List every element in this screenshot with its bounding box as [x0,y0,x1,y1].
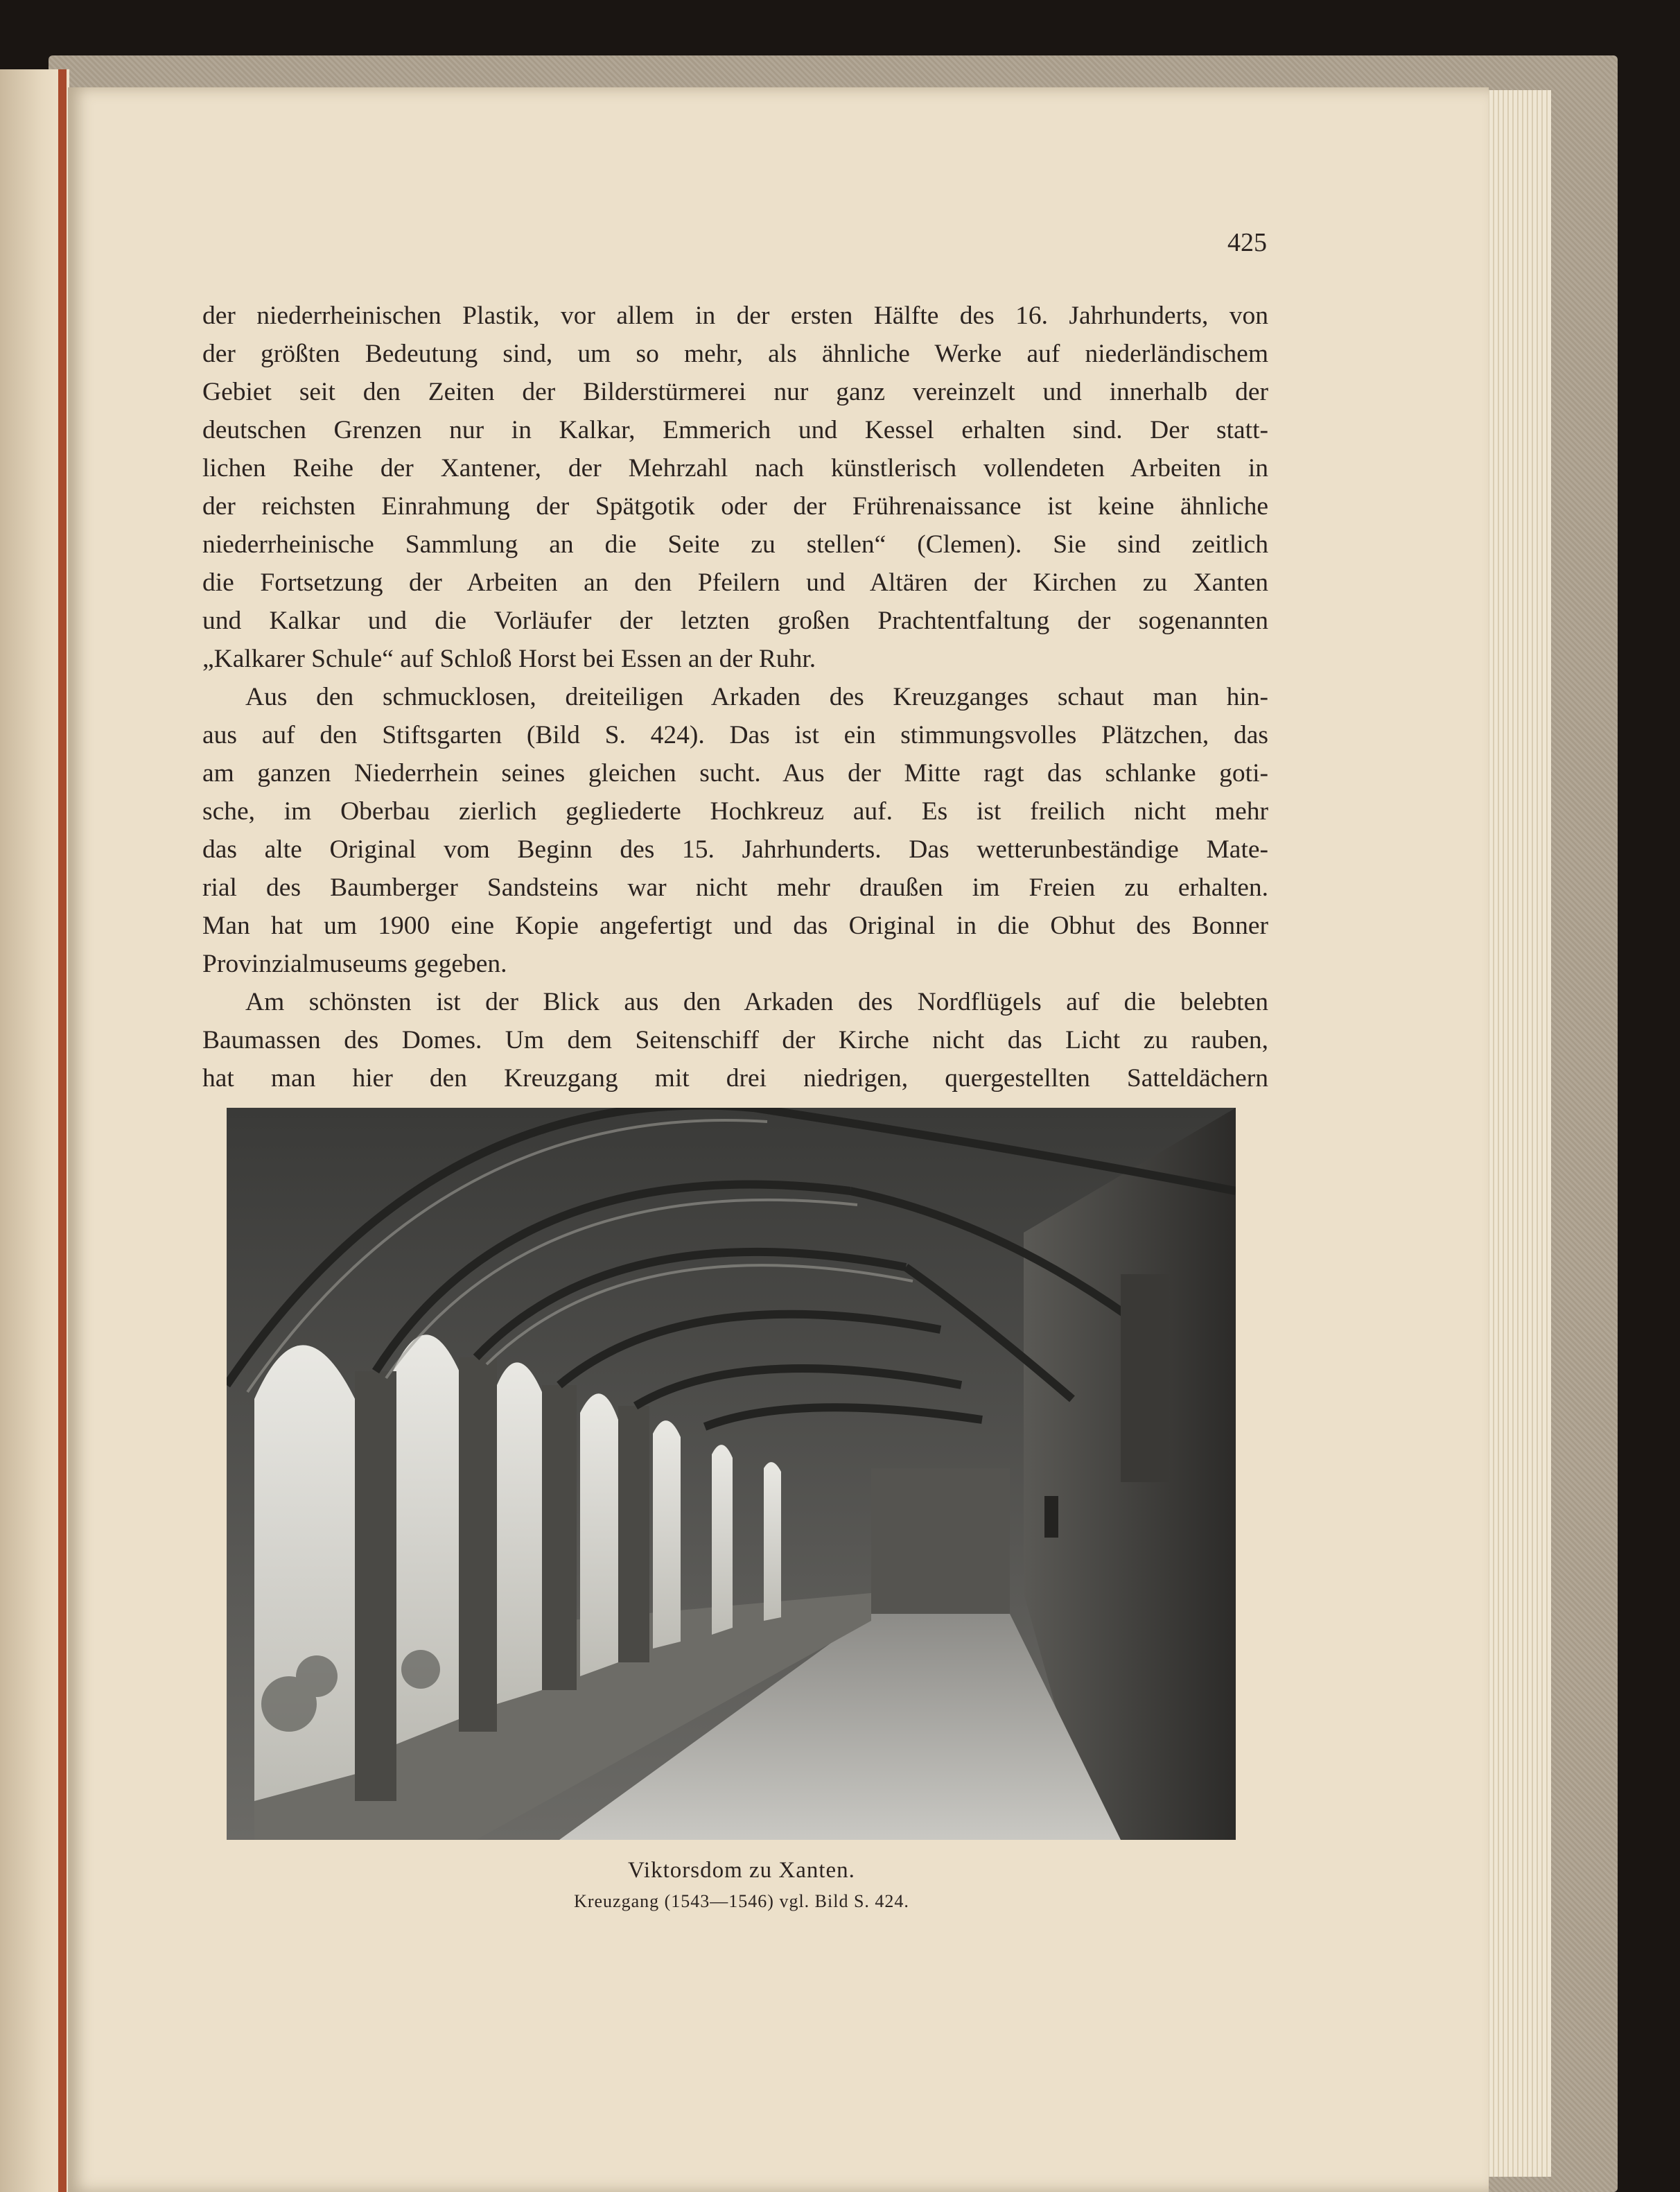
text-line: und Kalkar und die Vorläufer der letzten großen Prachtentfaltung der sogenannten [202,607,1268,635]
page-number: 425 [1227,228,1267,257]
text-line: der niederrheinischen Plastik, vor allem in der ersten Hälfte des 16. Jahrhunderts, von [202,302,1268,330]
text-line: Baumassen des Domes. Um dem Seitenschiff der Kirche nicht das Licht zu rauben, [202,1026,1268,1054]
text-line: der reichsten Einrahmung der Spätgotik oder der Frührenaissance ist keine ähnliche [202,492,1268,521]
text-line: das alte Original vom Beginn des 15. Jahrhunderts. Das wetterunbeständige Mate- [202,835,1268,864]
text-line: „Kalkarer Schule“ auf Schloß Horst bei Essen an der Ruhr. [202,645,816,673]
figure-caption-title: Viktorsdom zu Xanten. [628,1858,855,1883]
text-line: hat man hier den Kreuzgang mit drei niedrigen, quergestellten Satteldächern [202,1064,1268,1093]
paragraph [202,297,1268,678]
text-line: rial des Baumberger Sandsteins war nicht mehr draußen im Freien zu erhalten. [202,873,1268,902]
text-line: Man hat um 1900 eine Kopie angefertigt und das Original in die Obhut des Bonner [202,912,1268,940]
text-line: am ganzen Niederrhein seines gleichen sucht. Aus der Mitte ragt das schlanke goti- [202,759,1268,788]
text-line: die Fortsetzung der Arbeiten an den Pfeilern und Altären der Kirchen zu Xanten [202,568,1268,597]
cloister-illustration [227,1108,1236,1840]
text-line: Gebiet seit den Zeiten der Bilderstürmerei nur ganz vereinzelt und innerhalb der [202,378,1268,406]
left-page-edge [58,69,67,2192]
text-line: aus auf den Stiftsgarten (Bild S. 424). Das ist ein stimmungsvolles Plätzchen, das [202,721,1268,749]
text-line: Provinzialmuseums gegeben. [202,950,507,978]
paragraph [202,678,1268,983]
text-line: niederrheinische Sammlung an die Seite zu stellen“ (Clemen). Sie sind zeitlich [202,530,1268,559]
body-text [202,297,1268,1097]
text-line: Am schönsten ist der Blick aus den Arkaden des Nordflügels auf die belebten [245,988,1268,1016]
cloister-photograph [227,1108,1236,1840]
text-line: deutschen Grenzen nur in Kalkar, Emmerich und Kessel erhalten sind. Der statt- [202,416,1268,444]
text-line: sche, im Oberbau zierlich gegliederte Hochkreuz auf. Es ist freilich nicht mehr [202,797,1268,826]
figure-caption-subtitle: Kreuzgang (1543—1546) vgl. Bild S. 424. [574,1891,909,1911]
paragraph [202,983,1268,1097]
text-line: der größten Bedeutung sind, um so mehr, als ähnliche Werke auf niederländischem [202,340,1268,368]
text-line: lichen Reihe der Xantener, der Mehrzahl nach künstlerisch vollendeten Arbeiten in [202,454,1268,482]
text-line: Aus den schmucklosen, dreiteiligen Arkaden des Kreuzganges schaut man hin- [245,683,1268,711]
